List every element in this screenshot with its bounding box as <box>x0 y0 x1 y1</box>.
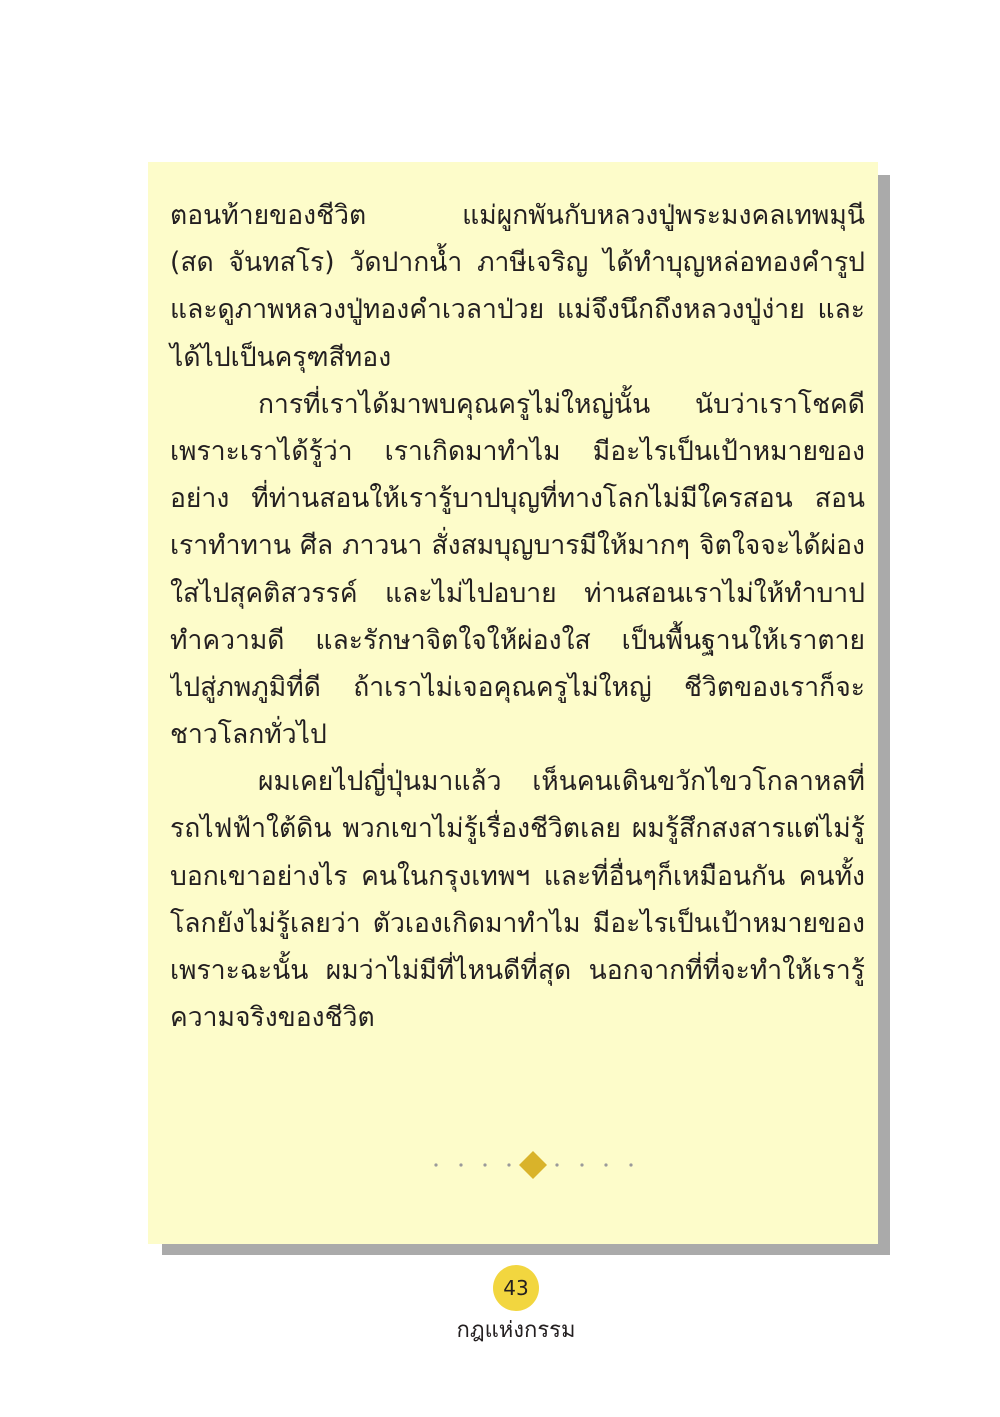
body-line: เพราะฉะนั้น ผมว่าไม่มีที่ไหนดีที่สุด นอกจากที่ที่จะทำให้เรารู้ <box>170 955 865 986</box>
body-line: บอกเขาอย่างไร คนในกรุงเทพฯ และที่อื่นๆก็เหมือนกัน คนทั้ง <box>170 860 865 892</box>
body-text <box>170 192 865 1041</box>
body-line: การที่เราได้มาพบคุณครูไม่ใหญ่นั้น นับว่าเราโชคดี <box>258 388 865 420</box>
body-line: ได้ไปเป็นครุฑสีทอง <box>170 341 392 373</box>
body-line: ชาวโลกทั่วไป <box>170 719 327 751</box>
body-line: ไปสู่ภพภูมิที่ดี ถ้าเราไม่เจอคุณครูไม่ใหญ่ ชีวิตของเราก็จะ <box>170 671 865 703</box>
page-number-badge <box>493 1265 539 1311</box>
body-line: อย่าง ที่ท่านสอนให้เรารู้บาปบุญที่ทางโลกไม่มีใครสอน สอน <box>170 483 865 515</box>
body-line: โลกยังไม่รู้เลยว่า ตัวเองเกิดมาทำไม มีอะไรเป็นเป้าหมายของ <box>170 907 865 939</box>
body-line: ผมเคยไปญี่ปุ่นมาแล้ว เห็นคนเดินขวักไขวโกลาหลที่ <box>258 766 865 798</box>
body-line: เพราะเราได้รู้ว่า เราเกิดมาทำไม มีอะไรเป็นเป้าหมายของ <box>170 435 865 467</box>
page-number: 43 <box>503 1276 529 1300</box>
body-line: ความจริงของชีวิต <box>170 1002 375 1034</box>
diamond-dots-ornament-icon <box>420 1150 650 1180</box>
body-line: ทำความดี และรักษาจิตใจให้ผ่องใส เป็นพื้นฐานให้เราตาย <box>170 624 865 656</box>
body-line: ใสไปสุคติสวรรค์ และไม่ไปอบาย ท่านสอนเราไม่ให้ทำบาป <box>170 577 865 609</box>
body-line: และดูภาพหลวงปู่ทองคำเวลาป่วย แม่จึงนึกถึงหลวงปู่ง่าย และ <box>170 294 865 326</box>
body-line: รถไฟฟ้าใต้ดิน พวกเขาไม่รู้เรื่องชีวิตเลย ผมรู้สึกสงสารแต่ไม่รู้ <box>170 813 865 845</box>
book-title: กฎแห่งกรรม <box>456 1318 576 1343</box>
body-line: ตอนท้ายของชีวิต แม่ผูกพันกับหลวงปู่พระมงคลเทพมุนี <box>170 200 865 231</box>
body-line: (สด จันทสโร) วัดปากน้ำ ภาษีเจริญ ได้ทำบุญหล่อทองคำรูป <box>170 247 865 279</box>
body-line: เราทำทาน ศีล ภาวนา สั่งสมบุญบารมีให้มากๆ จิตใจจะได้ผ่อง <box>170 530 865 562</box>
